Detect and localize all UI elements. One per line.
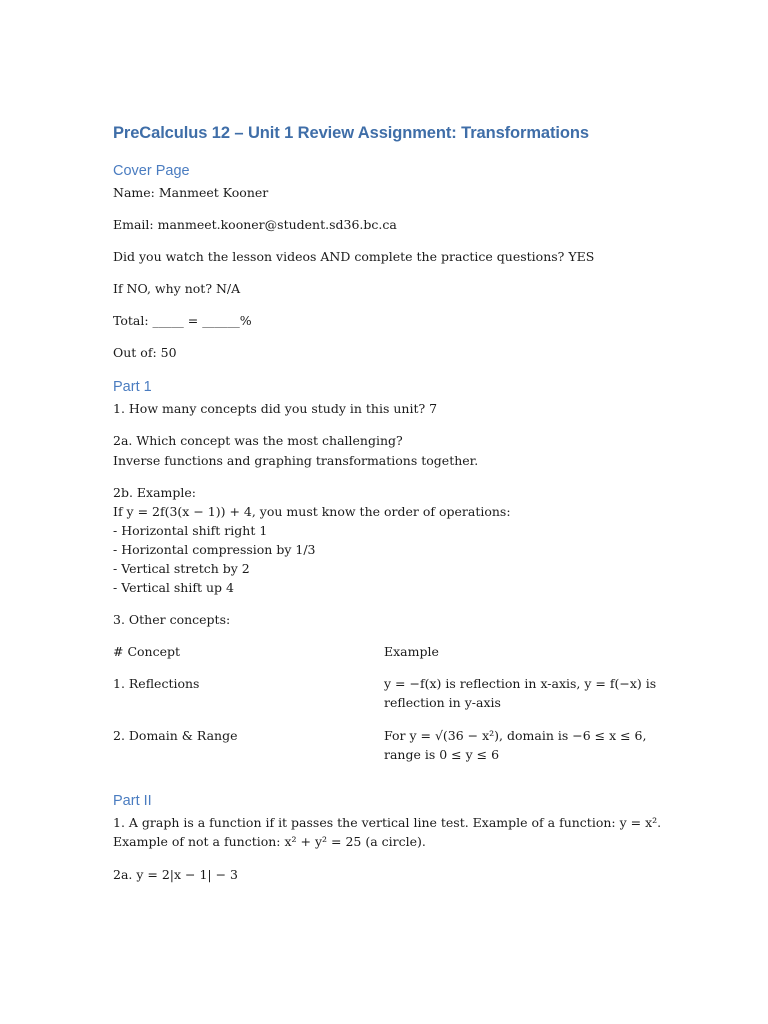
question-2a: 2a. Which concept was the most challenging?	[113, 433, 403, 448]
question-2b-line: - Horizontal shift right 1	[113, 523, 268, 538]
question-1: 1. How many concepts did you study in this unit? 7	[113, 401, 438, 416]
question-2b-line: - Vertical stretch by 2	[113, 561, 250, 576]
question-2b-line: If y = 2f(3(x − 1)) + 4, you must know the order of operations:	[113, 504, 511, 519]
part-2-question-2a: 2a. y = 2|x − 1| − 3	[113, 867, 239, 882]
watched-line: Did you watch the lesson videos AND complete the practice questions? YES	[113, 249, 595, 264]
table-row-example: For y = √(36 − x²), domain is −6 ≤ x ≤ 6,	[384, 728, 647, 743]
out-of-line: Out of: 50	[113, 345, 177, 360]
table-row-example: reflection in y-axis	[384, 695, 501, 710]
cover-page-heading: Cover Page	[113, 163, 190, 179]
question-2b-line: - Horizontal compression by 1/3	[113, 542, 316, 557]
question-2a-answer: Inverse functions and graphing transformations together.	[113, 453, 479, 468]
part-1-heading: Part 1	[113, 379, 152, 395]
question-2b-line: - Vertical shift up 4	[113, 580, 234, 595]
name-line: Name: Manmeet Kooner	[113, 185, 269, 200]
part-2-question-1-continued: Example of not a function: x² + y² = 25 (a circle).	[113, 834, 426, 849]
email-line: Email: manmeet.kooner@student.sd36.bc.ca	[113, 217, 397, 232]
question-2b: 2b. Example:	[113, 485, 196, 500]
question-3: 3. Other concepts:	[113, 612, 231, 627]
table-header-concept: # Concept	[113, 644, 181, 659]
table-row-concept: 1. Reflections	[113, 676, 200, 691]
if-no-line: If NO, why not? N/A	[113, 281, 241, 296]
table-row-example: range is 0 ≤ y ≤ 6	[384, 747, 500, 762]
document-title: PreCalculus 12 – Unit 1 Review Assignment: Transformations	[113, 124, 589, 142]
total-line: Total: _____ = ______%	[113, 313, 252, 328]
table-header-example: Example	[384, 644, 439, 659]
table-row-example: y = −f(x) is reflection in x-axis, y = f(−x) is	[384, 676, 657, 691]
table-row-concept: 2. Domain & Range	[113, 728, 238, 743]
part-2-heading: Part II	[113, 793, 152, 809]
part-2-question-1: 1. A graph is a function if it passes the vertical line test. Example of a function: y = x².	[113, 815, 662, 830]
